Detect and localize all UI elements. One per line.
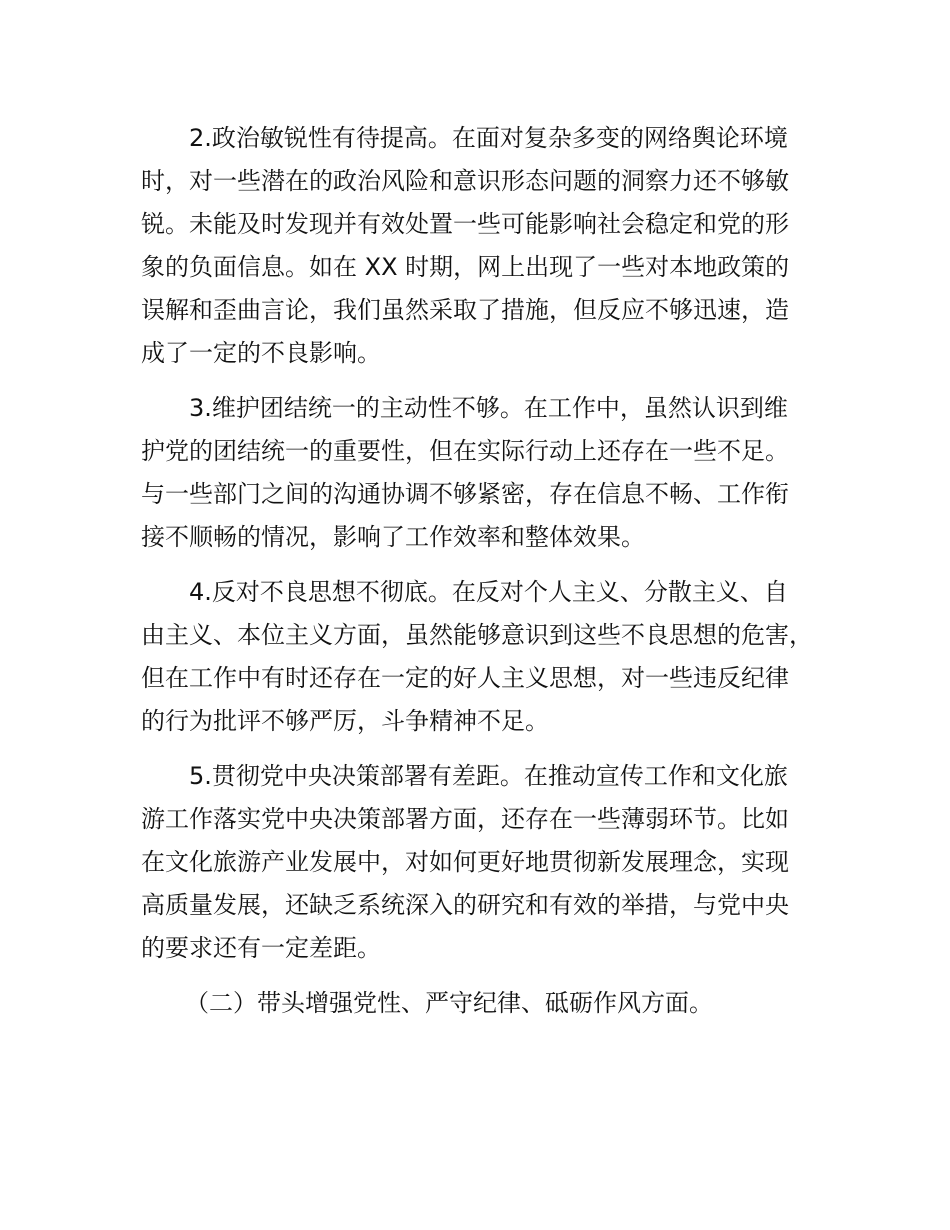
paragraph-line: 3.维护团结统一的主动性不够。在工作中，虽然认识到维 bbox=[189, 394, 788, 422]
paragraph-implementing-decisions bbox=[141, 755, 831, 970]
paragraph-line: 但在工作中有时还存在一定的好人主义思想，对一些违反纪律 bbox=[141, 664, 789, 692]
paragraph-line: 锐。未能及时发现并有效处置一些可能影响社会稳定和党的形 bbox=[141, 210, 789, 238]
paragraph-line: 2.政治敏锐性有待提高。在面对复杂多变的网络舆论环境 bbox=[189, 124, 788, 152]
paragraph-line: 接不顺畅的情况，影响了工作效率和整体效果。 bbox=[141, 523, 645, 551]
paragraph-line: 时，对一些潜在的政治风险和意识形态问题的洞察力还不够敏 bbox=[141, 167, 789, 195]
paragraph-line: 误解和歪曲言论，我们虽然采取了措施，但反应不够迅速，造 bbox=[141, 296, 789, 324]
paragraph-line: 由主义、本位主义方面，虽然能够意识到这些不良思想的危害， bbox=[141, 621, 813, 649]
paragraph-line: 护党的团结统一的重要性，但在实际行动上还存在一些不足。 bbox=[141, 437, 789, 465]
paragraph-line: 成了一定的不良影响。 bbox=[141, 339, 381, 367]
paragraph-political-sensitivity bbox=[141, 117, 831, 375]
document-body bbox=[141, 117, 831, 1025]
paragraph-unity-initiative bbox=[141, 387, 831, 559]
paragraph-line: 游工作落实党中央决策部署方面，还存在一些薄弱环节。比如 bbox=[141, 805, 789, 833]
paragraph-line: 与一些部门之间的沟通协调不够紧密，存在信息不畅、工作衔 bbox=[141, 480, 789, 508]
paragraph-line: 高质量发展，还缺乏系统深入的研究和有效的举措，与党中央 bbox=[141, 891, 789, 919]
paragraph-line: 象的负面信息。如在 XX 时期，网上出现了一些对本地政策的 bbox=[141, 253, 790, 281]
paragraph-line: 在文化旅游产业发展中，对如何更好地贯彻新发展理念，实现 bbox=[141, 848, 789, 876]
paragraph-line: 的要求还有一定差距。 bbox=[141, 934, 381, 962]
paragraph-line: 的行为批评不够严厉，斗争精神不足。 bbox=[141, 707, 549, 735]
paragraph-opposing-bad-thoughts bbox=[141, 571, 831, 743]
paragraph-line: 4.反对不良思想不彻底。在反对个人主义、分散主义、自 bbox=[189, 578, 788, 606]
section-heading: （二）带头增强党性、严守纪律、砥砺作风方面。 bbox=[185, 989, 713, 1017]
paragraph-line: 5.贯彻党中央决策部署有差距。在推动宣传工作和文化旅 bbox=[189, 762, 788, 790]
